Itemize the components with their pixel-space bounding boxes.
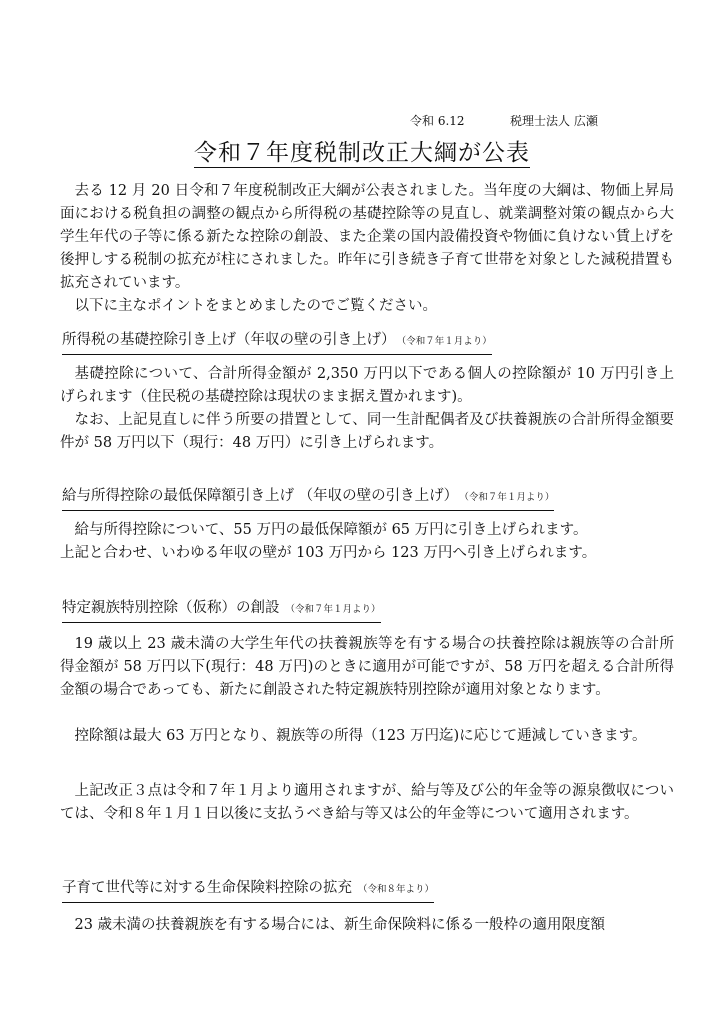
- section-paragraph: 上記改正３点は令和７年１月より適用されますが、給与等及び公的年金等の源泉徴収については、令和８年１月１日以後に支払うべき給与等又は公的年金等について適用されます。: [60, 783, 674, 822]
- intro-paragraph-2: 以下に主なポイントをまとめましたのでご覧ください。: [74, 298, 437, 314]
- section-effective-note: （令和７年１月より）: [285, 604, 381, 615]
- page-title-text: 令和７年度税制改正大綱が公表: [194, 140, 530, 166]
- section-effective-note: （令和７年１月より）: [401, 336, 492, 347]
- section-heading-salary-deduction: [62, 486, 554, 511]
- section-effective-note: （令和７年１月より）: [464, 492, 555, 503]
- section-heading-text: 子育て世代等に対する生命保険料控除の拡充: [62, 880, 352, 896]
- page-title: [0, 134, 724, 167]
- section-heading-life-insurance: [62, 878, 434, 903]
- section-paragraph: 給与所得控除について、55 万円の最低保障額が 65 万円に引き上げられます。: [74, 522, 588, 538]
- section-paragraph: なお、上記見直しに伴う所要の措置として、同一生計配偶者及び扶養親族の合計所得金額要件が 58 万円以下（現行：48 万円）に引き上げられます。: [60, 412, 674, 451]
- section-heading-text: 所得税の基礎控除引き上げ（年収の壁の引き上げ）: [62, 332, 396, 348]
- header-date: 令和 6.12: [410, 114, 465, 128]
- section-heading-text: 給与所得控除の最低保障額引き上げ （年収の壁の引き上げ）: [62, 488, 459, 504]
- intro-paragraph: 去る 12 月 20 日令和７年度税制改正大綱が公表されました。当年度の大綱は、物価上昇局面における税負担の調整の観点から所得税の基礎控除等の見直し、就業調整対策の観点から大学生年代の子等に係る新たな控除の創設、また企業の国内設備投資や物価に負けない賃上げを後押しする税制の拡充が柱にされました。昨年に引き続き子育て世帯を対象とした減税措置も拡充されています。: [60, 183, 674, 291]
- section-heading-basic-deduction: [62, 330, 492, 355]
- section-paragraph: 23 歳未満の扶養親族を有する場合には、新生命保険料に係る一般枠の適用限度額: [74, 917, 606, 933]
- section-heading-text: 特定親族特別控除（仮称）の創設: [62, 600, 280, 616]
- section-paragraph: 19 歳以上 23 歳未満の大学生年代の扶養親族等を有する場合の扶養控除は親族等の合計所得金額が 58 万円以下(現行：48 万円)のときに適用が可能ですが、58 万円を超える合計所得金額の場合であっても、新たに創設された特定親族特別控除が適用対象となります。: [60, 636, 674, 698]
- header-author: 税理士法人 広瀬: [510, 114, 598, 128]
- section-paragraph: 基礎控除について、合計所得金額が 2,350 万円以下である個人の控除額が 10 万円引き上げられます（住民税の基礎控除は現状のまま据え置かれます)。: [60, 366, 674, 405]
- section-heading-special-relative-deduction: [62, 598, 381, 623]
- section-paragraph: 控除額は最大 63 万円となり、親族等の所得（123 万円迄)に応じて逓減していきます。: [74, 728, 647, 744]
- section-effective-note: （令和８年より）: [358, 884, 435, 895]
- section-paragraph: 上記と合わせ、いわゆる年収の壁が 103 万円から 123 万円へ引き上げられます。: [60, 545, 597, 561]
